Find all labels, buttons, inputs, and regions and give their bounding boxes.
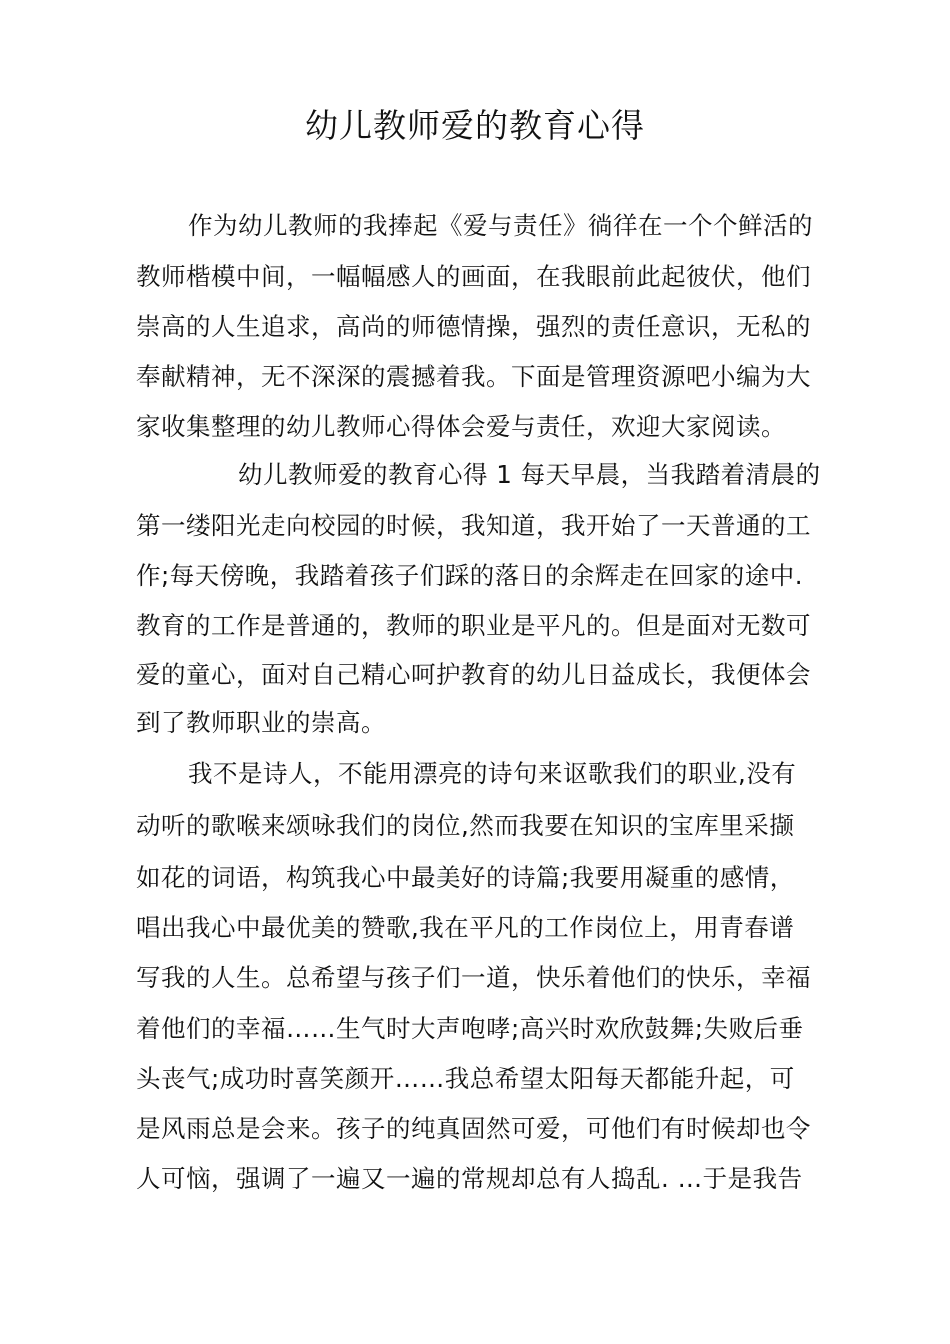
paragraph-line: 头丧气;成功时喜笑颜开……我总希望太阳每天都能升起，可 — [136, 1064, 795, 1093]
paragraph-line: 教育的工作是普通的，教师的职业是平凡的。但是面对无数可 — [136, 611, 811, 640]
paragraph-line: 家收集整理的幼儿教师心得体会爱与责任，欢迎大家阅读。 — [136, 412, 786, 441]
document-title: 幼儿教师爱的教育心得 — [305, 106, 645, 145]
paragraph-line: 教师楷模中间，一幅幅感人的画面，在我眼前此起彼伏，他们 — [136, 262, 811, 291]
paragraph-line: 第一缕阳光走向校园的时候，我知道，我开始了一天普通的工 — [136, 511, 811, 540]
paragraph-line: 唱出我心中最优美的赞歌,我在平凡的工作岗位上，用青春谱 — [136, 913, 795, 942]
paragraph-line: 动听的歌喉来颂咏我们的岗位,然而我要在知识的宝库里采撷 — [136, 811, 795, 840]
paragraph-line: 作;每天傍晚，我踏着孩子们踩的落日的余辉走在回家的途中. — [136, 561, 804, 590]
paragraph-line: 到了教师职业的崇高。 — [136, 708, 386, 737]
paragraph-line: 作为幼儿教师的我捧起《爱与责任》徜徉在一个个鲜活的 — [188, 211, 813, 240]
paragraph-line: 幼儿教师爱的教育心得 1 每天早晨，当我踏着清晨的 — [238, 460, 821, 489]
paragraph-line: 我不是诗人，不能用漂亮的诗句来讴歌我们的职业,没有 — [188, 759, 797, 788]
paragraph-line: 写我的人生。总希望与孩子们一道，快乐着他们的快乐，幸福 — [136, 963, 811, 992]
paragraph-line: 崇高的人生追求，高尚的师德情操，强烈的责任意识，无私的 — [136, 312, 811, 341]
paragraph-line: 是风雨总是会来。孩子的纯真固然可爱，可他们有时候却也令 — [136, 1114, 811, 1143]
paragraph-line: 奉献精神，无不深深的震撼着我。下面是管理资源吧小编为大 — [136, 362, 811, 391]
paragraph-line: 着他们的幸福……生气时大声咆哮;高兴时欢欣鼓舞;失败后垂 — [136, 1014, 804, 1043]
paragraph-line: 爱的童心，面对自己精心呵护教育的幼儿日益成长，我便体会 — [136, 660, 811, 689]
paragraph-line: 如花的词语，构筑我心中最美好的诗篇;我要用凝重的感情， — [136, 863, 795, 892]
paragraph-line: 人可恼，强调了一遍又一遍的常规却总有人捣乱. …于是我告 — [136, 1164, 803, 1193]
